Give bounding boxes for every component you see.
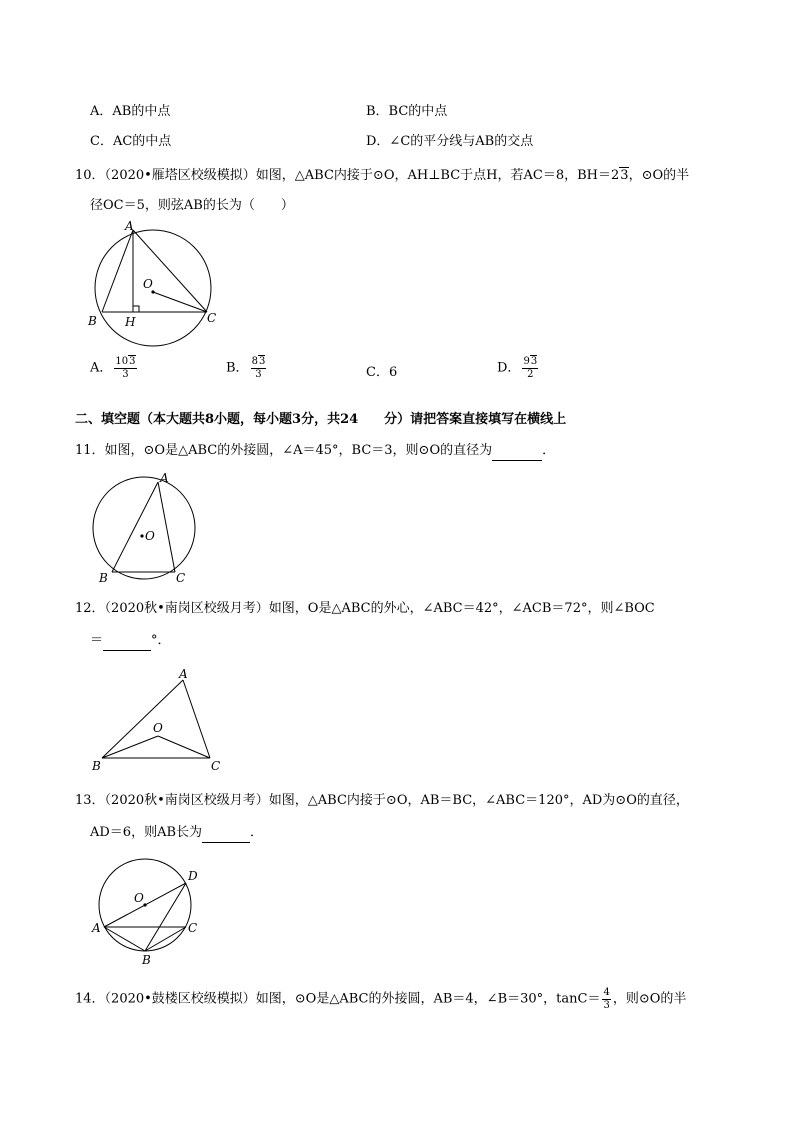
q11-circle xyxy=(93,477,195,579)
section2-heading: 二、填空题（本大题共8小题，每小题3分，共24 分）请把答案直接填写在横线上 xyxy=(75,412,567,427)
q11-label-a: A xyxy=(160,471,169,485)
q12-stem-post: °． xyxy=(151,633,171,648)
q10-option-c xyxy=(366,364,397,382)
q13-segment-ab xyxy=(104,927,145,951)
q10-segment-ac xyxy=(133,230,207,312)
q11-segment-ab xyxy=(112,482,158,572)
q10-stem-line2: 径OC＝5，则弦AB的长为（ ） xyxy=(90,198,294,213)
q11-center-dot xyxy=(140,534,143,537)
q12-label-a: A xyxy=(179,667,188,681)
q12-segment-ac xyxy=(183,680,210,758)
q11-stem-text: 11．如图，⊙O是△ABC的外接圆，∠A＝45°，BC＝3，则⊙O的直径为 xyxy=(75,443,493,458)
q10-stem-text: 10．（2020•雁塔区校级模拟）如图，△ABC内接于⊙O，AH⊥BC于点H，若AC＝8，BH＝2 xyxy=(75,168,620,183)
q11-stem xyxy=(75,442,555,461)
q10-option-a-letter: A． xyxy=(90,360,113,376)
q10-option-b-sqrt: 3 xyxy=(258,356,266,367)
q10-option-d-sqrt: 3 xyxy=(530,356,538,367)
q9-option-a: A．AB的中点 xyxy=(90,104,171,119)
q12-stem-line1: 12．（2020秋•南岗区校级月考）如图，O是△ABC的外心，∠ABC＝42°，∠ACB＝72°，则∠BOC xyxy=(75,601,655,616)
q10-option-a-num: 10 xyxy=(115,356,129,367)
q10-option-c-text: 6 xyxy=(388,365,398,380)
q10-option-a-den: 3 xyxy=(122,369,129,380)
q13-center-dot xyxy=(143,903,146,906)
q12-answer-blank xyxy=(103,632,151,651)
q13-stem-line1: 13．（2020秋•南岗区校级月考）如图，△ABC内接于⊙O，AB＝BC，∠ABC＝120°，AD为⊙O的直径， xyxy=(75,793,689,808)
q12-label-c: C xyxy=(211,759,221,773)
q10-option-b-letter: B． xyxy=(226,360,249,376)
q10-option-b-num: 8 xyxy=(251,356,258,367)
q11-figure xyxy=(85,467,210,587)
q9-option-c: C．AC的中点 xyxy=(90,134,172,149)
q10-right-angle-mark xyxy=(133,306,139,312)
q10-option-b-den: 3 xyxy=(255,369,262,380)
q12-stem-line2 xyxy=(90,632,171,651)
q13-label-o: O xyxy=(134,891,144,905)
q12-segment-ob xyxy=(102,736,158,758)
q14-frac-num: 4 xyxy=(603,987,610,998)
q13-stem-line2 xyxy=(90,824,263,843)
q11-label-b: B xyxy=(99,571,108,585)
q10-option-a xyxy=(90,356,139,381)
q10-label-b: B xyxy=(88,314,97,328)
q13-label-c: C xyxy=(188,921,198,935)
q13-segment-bd xyxy=(145,883,186,951)
q12-segment-ab xyxy=(102,680,183,758)
q13-label-b: B xyxy=(142,953,151,967)
q10-option-d xyxy=(497,356,540,381)
q13-label-a: A xyxy=(92,921,101,935)
q10-stem-end: ，⊙O的半 xyxy=(628,168,690,183)
q10-sqrt: 3 xyxy=(620,168,629,183)
q14-frac-den: 3 xyxy=(603,1000,610,1011)
q14-stem-text: 14．（2020•鼓楼区校级模拟）如图，⊙O是△ABC的外接圆，AB＝4，∠B＝30°，tanC＝ xyxy=(75,991,601,1007)
q13-figure xyxy=(88,856,213,971)
q12-stem-pre: ＝ xyxy=(90,633,104,648)
q13-answer-blank xyxy=(202,824,250,843)
q11-answer-blank xyxy=(492,442,542,461)
q10-figure xyxy=(85,218,235,348)
q9-option-d: D．∠C的平分线与AB的交点 xyxy=(366,134,534,149)
q10-label-c: C xyxy=(207,311,217,325)
q11-stem-end: ． xyxy=(542,443,556,458)
q10-label-h: H xyxy=(125,315,136,329)
q11-label-c: C xyxy=(176,571,186,585)
q14-stem-end: ，则⊙O的半 xyxy=(612,991,687,1007)
q13-segment-bc xyxy=(145,927,186,951)
q14-tan-fraction xyxy=(602,987,610,1012)
q10-option-c-letter: C． xyxy=(366,365,389,380)
q10-option-d-fraction xyxy=(522,356,538,381)
q9-option-b: B．BC的中点 xyxy=(366,104,448,119)
q10-circle xyxy=(95,230,211,346)
q12-segment-oc xyxy=(158,736,210,758)
q10-option-d-num: 9 xyxy=(523,356,530,367)
q10-option-d-letter: D． xyxy=(497,360,521,376)
q12-label-o: O xyxy=(153,721,163,735)
q10-option-a-sqrt: 3 xyxy=(129,356,136,367)
q11-label-o: O xyxy=(145,529,155,543)
q13-stem-text: AD＝6，则AB长为 xyxy=(90,825,203,840)
q12-label-b: B xyxy=(92,759,101,773)
q10-option-d-den: 2 xyxy=(527,369,534,380)
q13-label-d: D xyxy=(188,869,198,883)
q10-option-b-fraction xyxy=(251,356,267,381)
q10-option-a-fraction xyxy=(114,356,136,381)
q14-stem xyxy=(75,987,686,1012)
q10-segment-oc xyxy=(153,292,207,312)
q11-segment-ac xyxy=(158,482,175,572)
q10-label-o: O xyxy=(143,277,153,291)
q13-stem-end: ． xyxy=(250,825,264,840)
q10-option-b xyxy=(226,356,268,381)
q10-label-a: A xyxy=(125,219,134,233)
q12-figure xyxy=(88,666,228,776)
q10-stem-line1 xyxy=(75,167,689,185)
